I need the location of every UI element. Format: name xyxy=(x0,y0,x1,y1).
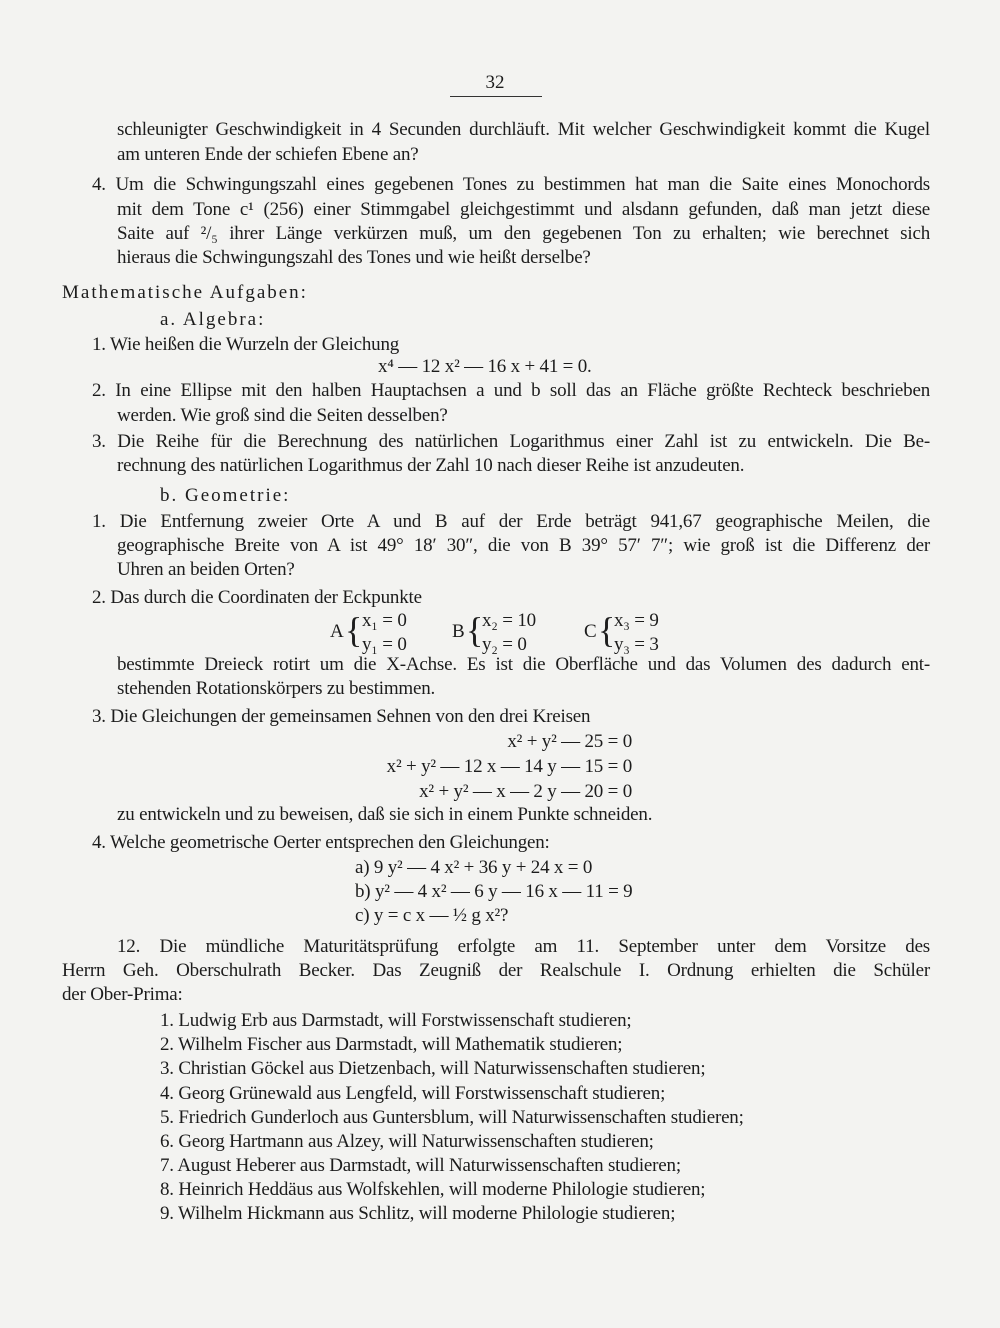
text-line: schleunigter Geschwindigkeit in 4 Secunden durchläuft. Mit welcher Geschwindigkeit kommt die Kugel xyxy=(117,119,930,140)
text-line: werden. Wie groß sind die Seiten desselben? xyxy=(117,405,448,426)
equation: a) 9 y² — 4 x² + 36 y + 24 x = 0 xyxy=(355,857,593,878)
text-line: am unteren Ende der schiefen Ebene an? xyxy=(117,144,419,165)
coord-x: x₁ = 0 xyxy=(362,610,407,631)
text-line: 2. In eine Ellipse mit den halben Hauptachsen a und b soll das an Fläche größte Rechteck beschrieben xyxy=(92,380,930,401)
list-item: 7. August Heberer aus Darmstadt, will Naturwissenschaften studieren; xyxy=(160,1155,681,1176)
point-label: C xyxy=(584,621,597,642)
list-item: 6. Georg Hartmann aus Alzey, will Naturwissenschaften studieren; xyxy=(160,1131,654,1152)
text-line: hieraus die Schwingungszahl des Tones und wie heißt derselbe? xyxy=(117,247,591,268)
subsection-heading: a. Algebra: xyxy=(160,309,266,330)
text-line: 12. Die mündliche Maturitätsprüfung erfolgte am 11. September unter dem Vorsitze des xyxy=(117,936,930,957)
coord-y: y₃ = 3 xyxy=(614,634,659,655)
text-line: Herrn Geh. Oberschulrath Becker. Das Zeugniß der Realschule I. Ordnung erhielten die Schüler xyxy=(62,960,930,981)
list-item: 2. Wilhelm Fischer aus Darmstadt, will Mathematik studieren; xyxy=(160,1034,623,1055)
point-label: B xyxy=(452,621,465,642)
equation: c) y = c x — ½ g x²? xyxy=(355,905,509,926)
text-line: 1. Die Entfernung zweier Orte A und B auf der Erde beträgt 941,67 geographische Meilen, die xyxy=(92,511,930,532)
text-line: rechnung des natürlichen Logarithmus der Zahl 10 nach dieser Reihe ist anzudeuten. xyxy=(117,455,745,476)
section-heading: Mathematische Aufgaben: xyxy=(62,282,308,303)
text-line: mit dem Tone c¹ (256) einer Stimmgabel gleichgestimmt und alsdann gefunden, daß man jetzt diese xyxy=(117,199,930,220)
subsection-heading: b. Geometrie: xyxy=(160,485,291,506)
point-label: A xyxy=(330,621,344,642)
list-item: 3. Christian Göckel aus Dietzenbach, will Naturwissenschaften studieren; xyxy=(160,1058,706,1079)
text-line: der Ober-Prima: xyxy=(62,984,183,1005)
coord-x: x₃ = 9 xyxy=(614,610,659,631)
text-line: 3. Die Reihe für die Berechnung des natürlichen Logarithmus einer Zahl ist zu entwickeln. Die Be- xyxy=(92,431,930,452)
text-line: stehenden Rotationskörpers zu bestimmen. xyxy=(117,678,436,699)
equation: b) y² — 4 x² — 6 y — 16 x — 11 = 9 xyxy=(355,881,633,902)
text-line: Uhren an beiden Orten? xyxy=(117,559,295,580)
coord-y: y₁ = 0 xyxy=(362,634,407,655)
coord-x: x₂ = 10 xyxy=(482,610,536,631)
text-line: 2. Das durch die Coordinaten der Eckpunkte xyxy=(92,587,422,608)
list-item: 9. Wilhelm Hickmann aus Schlitz, will moderne Philologie studieren; xyxy=(160,1203,676,1224)
brace: { xyxy=(345,610,363,650)
text-line: Saite auf ²/₅ ihrer Länge verkürzen muß, um den gegebenen Ton zu erhalten; wie berechnet sich xyxy=(117,223,930,244)
equation: x² + y² — 25 = 0 xyxy=(507,731,632,752)
text-line: 1. Wie heißen die Wurzeln der Gleichung xyxy=(92,334,400,355)
coord-y: y₂ = 0 xyxy=(482,634,527,655)
text-line: 3. Die Gleichungen der gemeinsamen Sehnen von den drei Kreisen xyxy=(92,706,591,727)
equation: x² + y² — x — 2 y — 20 = 0 xyxy=(419,781,632,802)
list-item: 4. Georg Grünewald aus Lengfeld, will Forstwissenschaft studieren; xyxy=(160,1083,666,1104)
brace: { xyxy=(466,610,484,650)
text-line: 4. Um die Schwingungszahl eines gegebenen Tones zu bestimmen hat man die Saite eines Monochords xyxy=(92,174,930,195)
page-number: 32 xyxy=(485,72,505,93)
list-item: 5. Friedrich Gunderloch aus Guntersblum, will Naturwissenschaften studieren; xyxy=(160,1107,744,1128)
list-item: 1. Ludwig Erb aus Darmstadt, will Forstwissenschaft studieren; xyxy=(160,1010,632,1031)
equation: x² + y² — 12 x — 14 y — 15 = 0 xyxy=(386,756,632,777)
list-item: 8. Heinrich Heddäus aus Wolfskehlen, will moderne Philologie studieren; xyxy=(160,1179,706,1200)
equation: x⁴ — 12 x² — 16 x + 41 = 0. xyxy=(378,356,592,377)
text-line: 4. Welche geometrische Oerter entsprechen den Gleichungen: xyxy=(92,832,550,853)
text-line: zu entwickeln und zu beweisen, daß sie sich in einem Punkte schneiden. xyxy=(117,804,653,825)
text-line: bestimmte Dreieck rotirt um die X-Achse. Es ist die Oberfläche und das Volumen des dadurch ent- xyxy=(117,654,930,675)
header-rule xyxy=(450,96,542,97)
brace: { xyxy=(598,610,616,650)
text-line: geographische Breite von A ist 49° 18′ 30″, die von B 39° 57′ 7″; wie groß ist die Differenz der xyxy=(117,535,930,556)
